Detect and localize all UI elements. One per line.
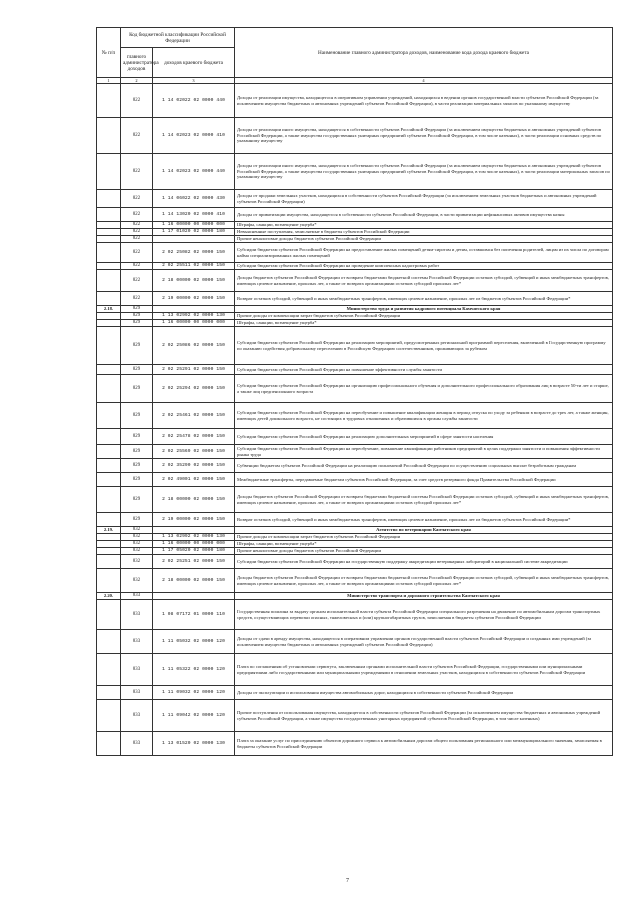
- revenue-name: Штрафы, санкции, возмещение ущерба*: [235, 541, 613, 548]
- revenue-code: 1 11 09042 02 0000 120: [153, 700, 235, 732]
- table-row: [97, 459, 613, 473]
- row-number: [97, 513, 121, 527]
- revenue-code: 2 18 00000 02 0000 150: [153, 270, 235, 292]
- revenue-code: 1 14 02023 02 0000 410: [153, 118, 235, 154]
- table-row: [97, 403, 613, 429]
- row-number: [97, 84, 121, 118]
- table-row: [97, 229, 613, 236]
- admin-code: 829: [121, 365, 153, 375]
- row-number: [97, 118, 121, 154]
- revenue-name: Невыясненные поступления, зачисляемые в бюджеты субъектов Российской Федерации: [235, 229, 613, 236]
- admin-code: 829: [121, 320, 153, 327]
- row-number: [97, 445, 121, 459]
- revenue-name: Доходы от сдачи в аренду имущества, находящегося в оперативном управлении органов государственной власти субъектов Российской Федерации и созданных ими учреждений (за исключением имущества бюджетных и автономных учреждений субъектов Российской Федерации): [235, 630, 613, 654]
- admin-code: 822: [121, 236, 153, 243]
- revenue-name: Субсидии бюджетам субъектов Российской Федерации на проведение комплексных кадастровых работ: [235, 263, 613, 270]
- admin-code: 822: [121, 263, 153, 270]
- table-row: [97, 222, 613, 229]
- admin-code: 829: [121, 487, 153, 513]
- revenue-name: Доходы от продажи земельных участков, находящихся в собственности субъектов Российской Федерации (за исключением земельных участков бюджетных и автономных учреждений субъектов Российской Федерации): [235, 190, 613, 208]
- admin-code: 833: [121, 732, 153, 756]
- revenue-code: 2 18 00000 02 0000 150: [153, 569, 235, 593]
- table-row: [97, 513, 613, 527]
- revenue-name: Штрафы, санкции, возмещение ущерба*: [235, 320, 613, 327]
- revenue-code: 1 08 07172 01 0000 110: [153, 600, 235, 630]
- col-code-header: доходов краевого бюджета: [153, 48, 235, 78]
- admin-code: 822: [121, 243, 153, 263]
- revenue-code: 1 16 00000 00 0000 000: [153, 222, 235, 229]
- row-number: [97, 222, 121, 229]
- admin-code: 822: [121, 222, 153, 229]
- revenue-code: 1 13 02992 02 0000 130: [153, 534, 235, 541]
- row-number: [97, 569, 121, 593]
- revenue-code: 2 02 35290 02 0000 150: [153, 459, 235, 473]
- index-cell: 3: [153, 78, 235, 84]
- revenue-name: Субсидии бюджетам субъектов Российской Федерации на государственную поддержку аккредитации ветеринарных лабораторий в национальной системе аккредитации: [235, 555, 613, 569]
- row-number: [97, 630, 121, 654]
- revenue-name: Плата по соглашениям об установлении сервитута, заключенным органами исполнительной власти субъектов Российской Федерации, государственными или муниципальными предприятиями либо государственными или муниципальными учреждениями в отношении земельных участков, находящихся в собственности субъектов Российской Федерации: [235, 654, 613, 686]
- revenue-name: Плата за оказание услуг по присоединению объектов дорожного сервиса к автомобильным дорогам общего пользования регионального или межмуниципального значения, зачисляемая в бюджеты субъектов Российской Федерации: [235, 732, 613, 756]
- revenue-name: Прочие неналоговые доходы бюджетов субъектов Российской Федерации: [235, 236, 613, 243]
- admin-code: 822: [121, 292, 153, 306]
- admin-code: 822: [121, 154, 153, 190]
- revenue-name: Государственная пошлина за выдачу органом исполнительной власти субъекта Российской Федерации специального разрешения на движение по автомобильным дорогам транспортных средств, осуществляющих перевозки опасных, тяжеловесных и (или) крупногабаритных грузов, зачисляемая в бюджеты субъектов Российской Федерации: [235, 600, 613, 630]
- revenue-name: Межбюджетные трансферты, передаваемые бюджетам субъектов Российской Федерации, за счет средств резервного фонда Правительства Российской Федерации: [235, 473, 613, 487]
- revenue-name: Доходы бюджетов субъектов Российской Федерации от возврата бюджетами бюджетной системы Российской Федерации остатков субсидий, субвенций и иных межбюджетных трансфертов, имеющих целевое назначение, прошлых лет, а также от возврата организациями остатков субсидий прошлых лет*: [235, 270, 613, 292]
- revenue-code: 1 11 09032 02 0000 120: [153, 686, 235, 700]
- admin-code: 829: [121, 473, 153, 487]
- row-number: [97, 403, 121, 429]
- admin-code: 822: [121, 118, 153, 154]
- revenue-name: Доходы бюджетов субъектов Российской Федерации от возврата бюджетами бюджетной системы Российской Федерации остатков субсидий, субвенций и иных межбюджетных трансфертов, имеющих целевое назначение, прошлых лет, а также от возврата организациями остатков субсидий прошлых лет*: [235, 487, 613, 513]
- revenue-name: Возврат остатков субсидий, субвенций и иных межбюджетных трансфертов, имеющих целевое назначение, прошлых лет из бюджетов субъектов Российской Федерации*: [235, 513, 613, 527]
- revenue-code: 2 02 25291 02 0000 150: [153, 365, 235, 375]
- revenue-name: Прочие доходы от компенсации затрат бюджетов субъектов Российской Федерации: [235, 534, 613, 541]
- revenue-table: [96, 27, 613, 756]
- admin-code: 829: [121, 306, 153, 313]
- table-row: [97, 700, 613, 732]
- table-row: [97, 429, 613, 445]
- revenue-name: Субсидии бюджетам субъектов Российской Федерации на переобучение, повышение квалификации работников предприятий в целях поддержки занятости и повышения эффективности рынка труда: [235, 445, 613, 459]
- row-number: 2.18.: [97, 306, 121, 313]
- revenue-code: 2 02 25511 02 0000 150: [153, 263, 235, 270]
- row-number: [97, 541, 121, 548]
- admin-code: 829: [121, 513, 153, 527]
- admin-code: 829: [121, 459, 153, 473]
- row-number: [97, 313, 121, 320]
- admin-code: 829: [121, 327, 153, 365]
- table-row: [97, 84, 613, 118]
- table-row: [97, 686, 613, 700]
- row-number: 2.19.: [97, 527, 121, 534]
- table-row: [97, 569, 613, 593]
- row-number: [97, 243, 121, 263]
- revenue-code: [153, 527, 235, 534]
- row-number: [97, 270, 121, 292]
- col-group-header: Код бюджетной классификации Российской Федерации: [121, 28, 235, 48]
- revenue-name: Доходы от приватизации имущества, находящегося в собственности субъектов Российской Федерации, в части приватизации нефинансовых активов имущества казны: [235, 208, 613, 222]
- row-number: 2.20.: [97, 593, 121, 600]
- admin-code: 832: [121, 555, 153, 569]
- document-page: [96, 27, 612, 756]
- table-row: [97, 487, 613, 513]
- revenue-name: Возврат остатков субсидий, субвенций и иных межбюджетных трансфертов, имеющих целевое назначение, прошлых лет из бюджетов субъектов Российской Федерации*: [235, 292, 613, 306]
- revenue-name: Субсидии бюджетам субъектов Российской Федерации на предоставление жилых помещений детям-сиротам и детям, оставшимся без попечения родителей, лицам из их числа по договорам найма специализированных жилых помещений: [235, 243, 613, 263]
- admin-code: 833: [121, 654, 153, 686]
- row-number: [97, 555, 121, 569]
- revenue-name: Прочие доходы от компенсации затрат бюджетов субъектов Российской Федерации: [235, 313, 613, 320]
- admin-code: 829: [121, 445, 153, 459]
- row-number: [97, 473, 121, 487]
- row-number: [97, 365, 121, 375]
- revenue-code: 2 02 25251 02 0000 150: [153, 555, 235, 569]
- admin-code: 832: [121, 541, 153, 548]
- revenue-code: 1 17 01020 02 0000 180: [153, 229, 235, 236]
- revenue-code: 1 11 05032 02 0000 120: [153, 630, 235, 654]
- row-number: [97, 429, 121, 445]
- revenue-name: Доходы от реализации имущества, находящегося в оперативном управлении учреждений, находящихся в ведении органов государственной власти субъектов Российской Федерации (за исключением имущества бюджетных и автономных учреждений субъектов Российской Федерации), в части реализации материальных запасов по указанному имуществу: [235, 84, 613, 118]
- revenue-name: Штрафы, санкции, возмещение ущерба*: [235, 222, 613, 229]
- revenue-code: 2 02 25086 02 0000 150: [153, 327, 235, 365]
- revenue-code: 2 19 00000 02 0000 150: [153, 292, 235, 306]
- table-row: [97, 208, 613, 222]
- revenue-code: 2 02 49001 02 0000 150: [153, 473, 235, 487]
- admin-code: 832: [121, 527, 153, 534]
- revenue-code: [153, 306, 235, 313]
- revenue-code: 1 16 00000 00 0000 000: [153, 541, 235, 548]
- row-number: [97, 487, 121, 513]
- revenue-name: Субсидии бюджетам субъектов Российской Федерации на организацию профессионального обучения и дополнительного профессионального образования лиц в возрасте 50-ти лет и старше, а также лиц предпенсионного возраста: [235, 375, 613, 403]
- row-number: [97, 208, 121, 222]
- table-row: [97, 118, 613, 154]
- revenue-code: 2 02 25082 02 0000 150: [153, 243, 235, 263]
- row-number: [97, 375, 121, 403]
- revenue-name: Субсидии бюджетам субъектов Российской Федерации на реализацию мероприятий, предусмотренных региональной программой переселения, включенной в Государственную программу по оказанию содействия добровольному переселению в Российскую Федерацию соотечественников, проживающих за рубежом: [235, 327, 613, 365]
- table-row: [97, 270, 613, 292]
- table-row: [97, 365, 613, 375]
- table-row: [97, 320, 613, 327]
- admin-code: 822: [121, 208, 153, 222]
- revenue-code: 1 11 05322 02 0000 120: [153, 654, 235, 686]
- admin-code: 833: [121, 630, 153, 654]
- table-row: [97, 654, 613, 686]
- admin-code: 822: [121, 270, 153, 292]
- row-number: [97, 236, 121, 243]
- table-row: [97, 243, 613, 263]
- admin-code: 832: [121, 534, 153, 541]
- row-number: [97, 548, 121, 555]
- revenue-code: 2 02 25569 02 0000 150: [153, 445, 235, 459]
- table-row: [97, 154, 613, 190]
- revenue-name: Доходы от эксплуатации и использования имущества автомобильных дорог, находящихся в собственности субъектов Российской Федерации: [235, 686, 613, 700]
- col-num-header: № п/п: [97, 28, 121, 78]
- table-row: [97, 236, 613, 243]
- table-row: [97, 548, 613, 555]
- revenue-code: 2 18 00000 02 0000 150: [153, 487, 235, 513]
- table-row: [97, 313, 613, 320]
- revenue-name: Субсидии бюджетам субъектов Российской Федерации на реализацию дополнительных мероприятий в сфере занятости населения: [235, 429, 613, 445]
- revenue-code: 1 17 05020 02 0000 180: [153, 548, 235, 555]
- revenue-name: Прочие поступления от использования имущества, находящегося в собственности субъектов Российской Федерации (за исключением имущества бюджетных и автономных учреждений субъектов Российской Федерации, а также имущества государственных унитарных предприятий субъектов Российской Федерации, в том числе казенных): [235, 700, 613, 732]
- revenue-name: Агентство по ветеринарии Камчатского края: [235, 527, 613, 534]
- admin-code: 822: [121, 229, 153, 236]
- row-number: [97, 154, 121, 190]
- section-row: [97, 593, 613, 600]
- table-row: [97, 600, 613, 630]
- revenue-code: 1 14 13020 02 0000 410: [153, 208, 235, 222]
- table-row: [97, 630, 613, 654]
- revenue-name: Доходы бюджетов субъектов Российской Федерации от возврата бюджетами бюджетной системы Российской Федерации остатков субсидий, субвенций и иных межбюджетных трансфертов, имеющих целевое назначение, прошлых лет, а также от возврата организациями остатков субсидий прошлых лет*: [235, 569, 613, 593]
- row-number: [97, 292, 121, 306]
- revenue-code: 2 02 25294 02 0000 150: [153, 375, 235, 403]
- row-number: [97, 600, 121, 630]
- revenue-code: 1 14 02023 02 0000 440: [153, 154, 235, 190]
- index-cell: 4: [235, 78, 613, 84]
- revenue-code: 1 13 02992 02 0000 130: [153, 313, 235, 320]
- table-row: [97, 375, 613, 403]
- revenue-name: Доходы от реализации иного имущества, находящегося в собственности субъектов Российской Федерации (за исключением имущества бюджетных и автономных учреждений субъектов Российской Федерации, а также имущества государственных унитарных предприятий субъектов Российской Федерации, в том числе казенных), в части реализации основных средств по указанному имуществу: [235, 118, 613, 154]
- row-number: [97, 732, 121, 756]
- row-number: [97, 190, 121, 208]
- revenue-code: 2 02 25478 02 0000 150: [153, 429, 235, 445]
- table-row: [97, 541, 613, 548]
- revenue-name: Субсидии бюджетам субъектов Российской Федерации на повышение эффективности службы занятости: [235, 365, 613, 375]
- table-row: [97, 263, 613, 270]
- table-row: [97, 190, 613, 208]
- page-number: 7: [346, 878, 349, 884]
- revenue-code: 1 13 01520 02 0000 130: [153, 732, 235, 756]
- row-number: [97, 459, 121, 473]
- admin-code: 822: [121, 84, 153, 118]
- row-number: [97, 686, 121, 700]
- revenue-code: 1 14 06022 02 0000 430: [153, 190, 235, 208]
- revenue-name: Доходы от реализации иного имущества, находящегося в собственности субъектов Российской Федерации (за исключением имущества бюджетных и автономных учреждений субъектов Российской Федерации, а также имущества государственных унитарных предприятий субъектов Российской Федерации, в том числе казенных), в части реализации материальных запасов по указанному имуществу: [235, 154, 613, 190]
- table-body: [97, 84, 613, 756]
- admin-code: 832: [121, 569, 153, 593]
- section-row: [97, 527, 613, 534]
- row-number: [97, 534, 121, 541]
- table-row: [97, 555, 613, 569]
- table-row: [97, 732, 613, 756]
- revenue-code: [153, 593, 235, 600]
- admin-code: 829: [121, 429, 153, 445]
- row-number: [97, 320, 121, 327]
- col-admin-header: главного администратора доходов: [121, 48, 153, 78]
- revenue-name: Министерство транспорта и дорожного строительства Камчатского края: [235, 593, 613, 600]
- revenue-name: Субвенции бюджетам субъектов Российской Федерации на реализацию полномочий Российской Федерации по осуществлению социальных выплат безработным гражданам: [235, 459, 613, 473]
- admin-code: 822: [121, 190, 153, 208]
- revenue-code: [153, 236, 235, 243]
- revenue-code: 1 14 02022 02 0000 440: [153, 84, 235, 118]
- revenue-code: 1 16 00000 00 0000 000: [153, 320, 235, 327]
- table-row: [97, 327, 613, 365]
- admin-code: 833: [121, 700, 153, 732]
- row-number: [97, 654, 121, 686]
- row-number: [97, 229, 121, 236]
- row-number: [97, 263, 121, 270]
- admin-code: 833: [121, 686, 153, 700]
- revenue-code: 2 19 00000 02 0000 150: [153, 513, 235, 527]
- revenue-code: 2 02 25461 02 0000 150: [153, 403, 235, 429]
- table-row: [97, 292, 613, 306]
- index-cell: 1: [97, 78, 121, 84]
- admin-code: 833: [121, 600, 153, 630]
- revenue-name: Министерство труда и развития кадрового потенциала Камчатского края: [235, 306, 613, 313]
- revenue-name: Прочие неналоговые доходы бюджетов субъектов Российской Федерации: [235, 548, 613, 555]
- table-row: [97, 473, 613, 487]
- index-cell: 2: [121, 78, 153, 84]
- table-row: [97, 445, 613, 459]
- row-number: [97, 327, 121, 365]
- section-row: [97, 306, 613, 313]
- admin-code: 829: [121, 375, 153, 403]
- row-number: [97, 700, 121, 732]
- admin-code: 829: [121, 403, 153, 429]
- admin-code: 833: [121, 593, 153, 600]
- revenue-name: Субсидии бюджетам субъектов Российской Федерации на переобучение и повышение квалификации женщин в период отпуска по уходу за ребенком в возрасте до трех лет, а также женщин, имеющих детей дошкольного возраста, не состоящих в трудовых отношениях и обратившихся в органы службы занятости: [235, 403, 613, 429]
- col-name-header: Наименование главного администратора доходов, наименование кода дохода краевого бюджета: [235, 28, 613, 78]
- admin-code: 829: [121, 313, 153, 320]
- admin-code: 832: [121, 548, 153, 555]
- table-row: [97, 534, 613, 541]
